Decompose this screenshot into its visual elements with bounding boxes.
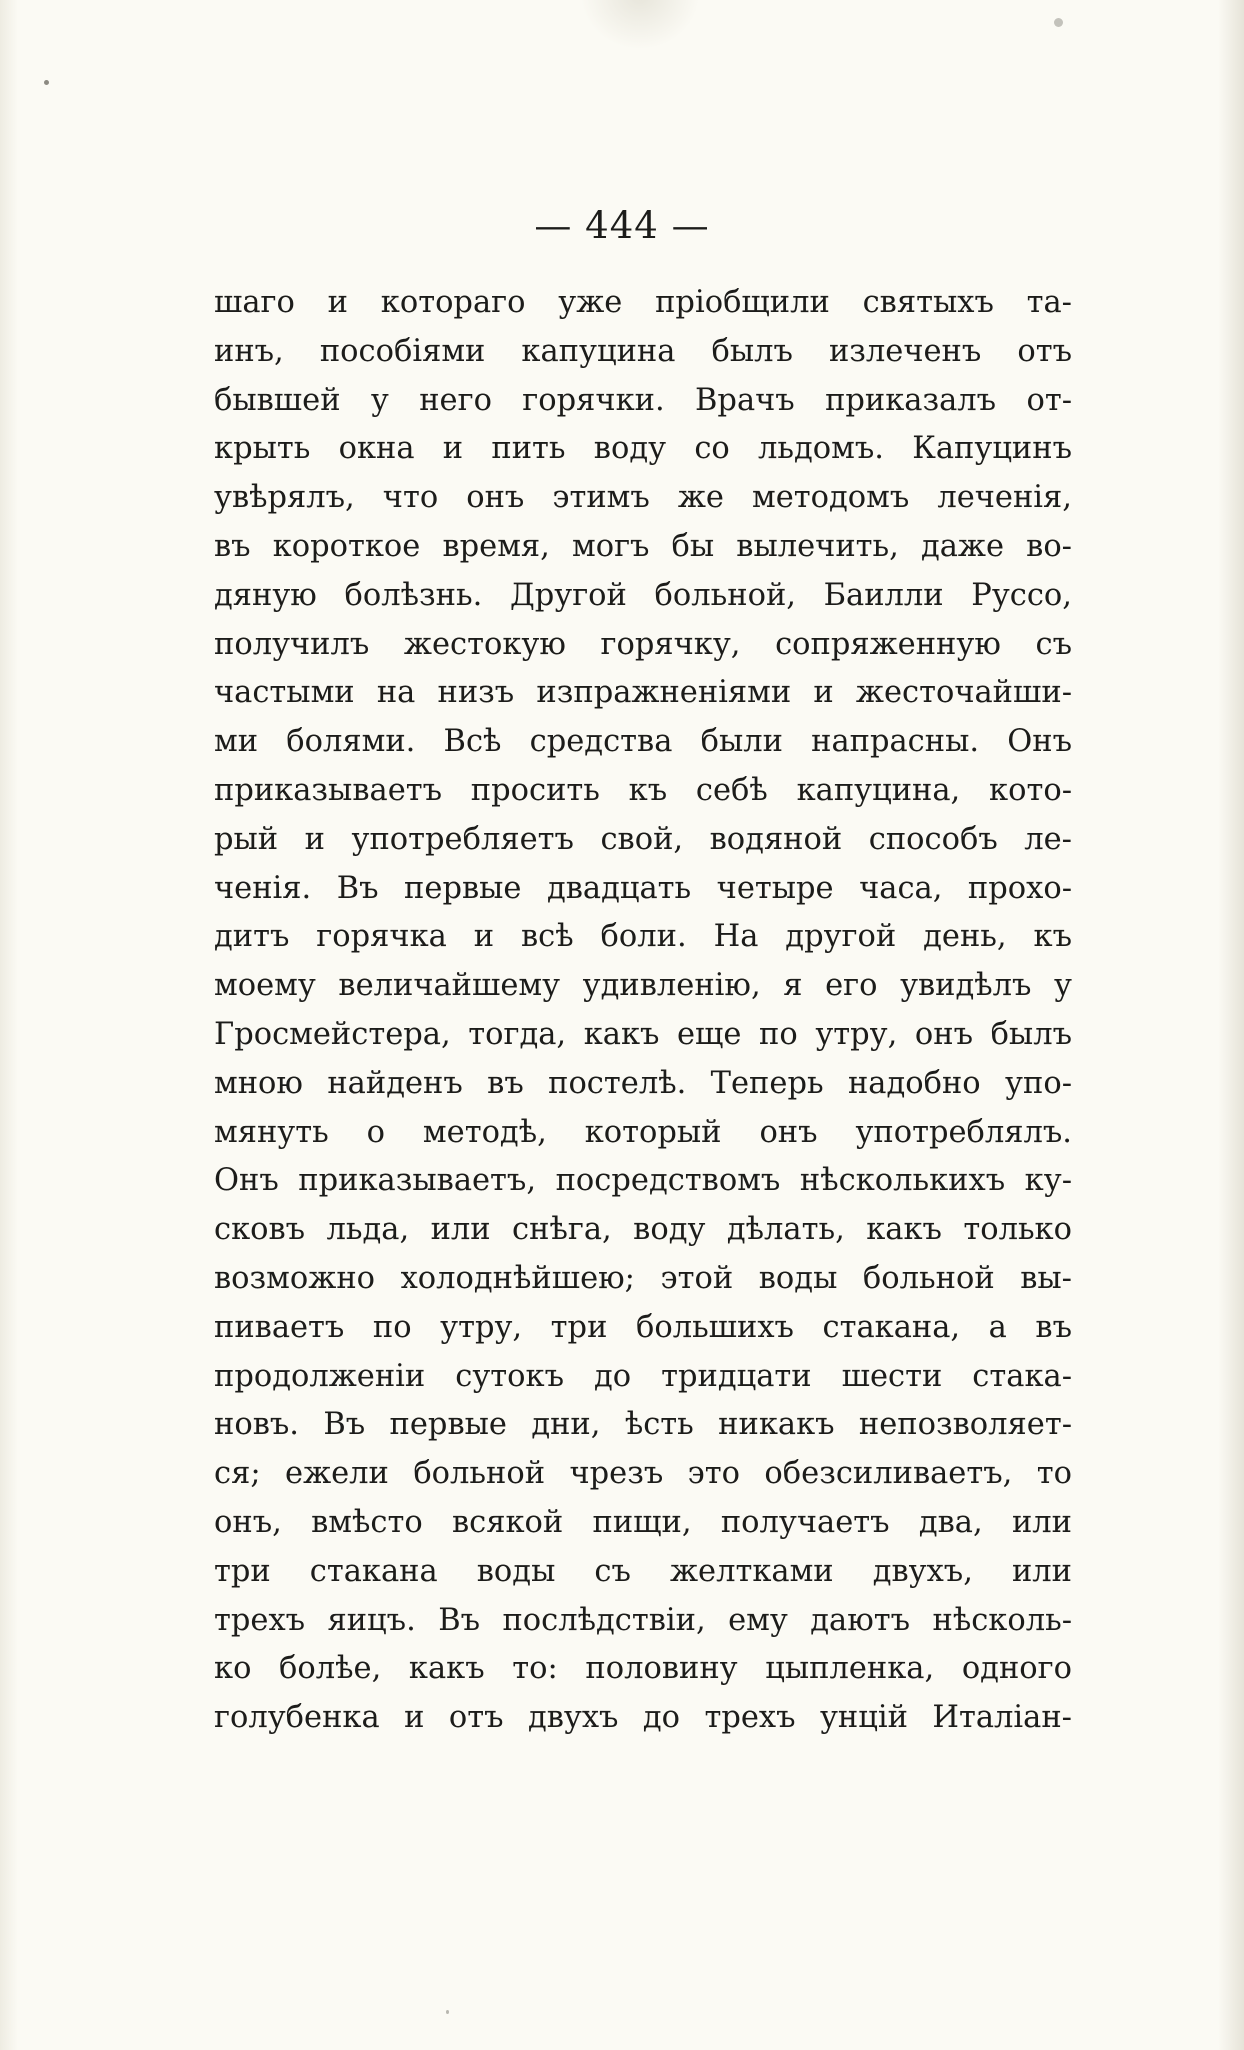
text-line: моему величайшему удивленію, я его увидѣлъ у — [214, 968, 1072, 1004]
text-line: приказываетъ просить къ себѣ капуцина, кото- — [214, 772, 1072, 808]
text-line: дитъ горячка и всѣ боли. На другой день, къ — [214, 919, 1072, 955]
text-line: получилъ жестокую горячку, сопряженную съ — [214, 626, 1072, 662]
text-line: крыть окна и пить воду со льдомъ. Капуцинъ — [214, 431, 1072, 467]
text-line: въ короткое время, могъ бы вылечить, даже во- — [214, 528, 1072, 564]
text-line: Гросмейстера, тогда, какъ еще по утру, онъ былъ — [214, 1016, 1072, 1052]
text-line: бывшей у него горячки. Врачъ приказалъ от- — [214, 382, 1072, 418]
text-line: онъ, вмѣсто всякой пищи, получаетъ два, или — [214, 1504, 1072, 1540]
text-line: трехъ яицъ. Въ послѣдствіи, ему даютъ нѣсколь- — [214, 1602, 1072, 1638]
text-line: пиваетъ по утру, три большихъ стакана, а въ — [214, 1309, 1072, 1345]
paper-speck — [446, 2010, 449, 2014]
text-line: мною найденъ въ постелѣ. Теперь надобно упо- — [214, 1065, 1072, 1101]
text-line: мянуть о методѣ, который онъ употреблялъ. — [214, 1114, 1072, 1150]
text-line: продолженіи сутокъ до тридцати шести стака- — [214, 1358, 1072, 1394]
text-line: возможно холоднѣйшею; этой воды больной вы- — [214, 1260, 1072, 1296]
page-number: — 444 — — [534, 204, 710, 247]
text-line: ченія. Въ первые двадцать четыре часа, прохо- — [214, 870, 1072, 906]
paper-speck — [44, 80, 49, 85]
text-line: инъ, пособіями капуцина былъ излеченъ отъ — [214, 333, 1072, 369]
text-line: три стакана воды съ желтками двухъ, или — [214, 1553, 1072, 1589]
text-line: шаго и котораго уже пріобщили святыхъ та- — [214, 285, 1072, 320]
text-line: ко болѣе, какъ то: половину цыпленка, одного — [214, 1651, 1072, 1687]
paper-speck — [1054, 18, 1063, 27]
text-line: сковъ льда, или снѣга, воду дѣлать, какъ только — [214, 1212, 1072, 1248]
page-edge-shadow-right — [1218, 0, 1244, 2050]
text-line: увѣрялъ, что онъ этимъ же методомъ леченія, — [214, 480, 1072, 516]
text-line: ми болями. Всѣ средства были напрасны. Онъ — [214, 724, 1072, 760]
paper-smudge — [580, 0, 700, 50]
text-line: частыми на низъ изпражненіями и жесточайши- — [214, 675, 1072, 711]
page-edge-shadow-left — [0, 0, 18, 2050]
body-text — [214, 279, 1072, 1743]
text-line: дяную болѣзнь. Другой больной, Баилли Руссо, — [214, 577, 1072, 613]
text-line: рый и употребляетъ свой, водяной способъ ле- — [214, 821, 1072, 857]
text-line: голубенка и отъ двухъ до трехъ унцій Италіан- — [214, 1700, 1072, 1736]
text-line: Онъ приказываетъ, посредствомъ нѣсколькихъ ку- — [214, 1163, 1072, 1199]
text-line: новъ. Въ первые дни, ѣсть никакъ непозволяет- — [214, 1407, 1072, 1443]
text-line: ся; ежели больной чрезъ это обезсиливаетъ, то — [214, 1456, 1072, 1492]
